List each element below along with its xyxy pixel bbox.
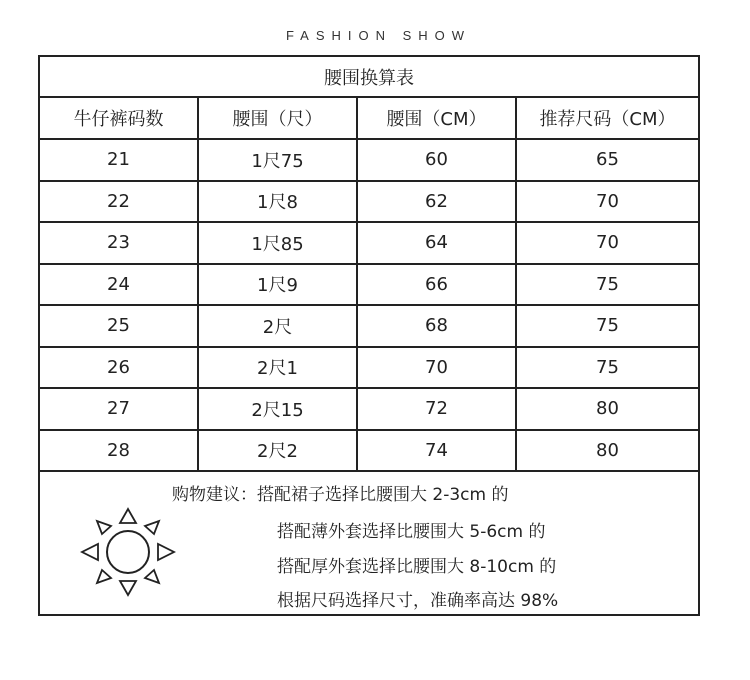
cell-recommended: 75 bbox=[516, 305, 699, 347]
cell-waist-chi: 2尺2 bbox=[198, 430, 357, 472]
waist-conversion-table bbox=[38, 55, 698, 616]
cell-jeans-size: 28 bbox=[39, 430, 198, 472]
table-row bbox=[39, 430, 699, 472]
table-row bbox=[39, 181, 699, 223]
cell-waist-cm: 62 bbox=[357, 181, 516, 223]
cell-jeans-size: 21 bbox=[39, 139, 198, 181]
cell-jeans-size: 24 bbox=[39, 264, 198, 306]
cell-waist-chi: 2尺 bbox=[198, 305, 357, 347]
cell-jeans-size: 25 bbox=[39, 305, 198, 347]
cell-jeans-size: 26 bbox=[39, 347, 198, 389]
table-row bbox=[39, 139, 699, 181]
table-row bbox=[39, 347, 699, 389]
tip-line-skirt: 购物建议：搭配裙子选择比腰围大 2-3cm 的 bbox=[172, 485, 509, 505]
table-row bbox=[39, 388, 699, 430]
cell-waist-cm: 68 bbox=[357, 305, 516, 347]
cell-waist-cm: 72 bbox=[357, 388, 516, 430]
cell-waist-chi: 1尺75 bbox=[198, 139, 357, 181]
cell-waist-cm: 70 bbox=[357, 347, 516, 389]
cell-waist-cm: 60 bbox=[357, 139, 516, 181]
brand-title: FASHION SHOW bbox=[285, 28, 472, 43]
cell-waist-chi: 1尺85 bbox=[198, 222, 357, 264]
cell-recommended: 75 bbox=[516, 347, 699, 389]
tip-line-heavy-coat: 搭配厚外套选择比腰围大 8-10cm 的 bbox=[277, 557, 557, 577]
cell-recommended: 80 bbox=[516, 430, 699, 472]
table-row bbox=[39, 264, 699, 306]
cell-waist-chi: 2尺1 bbox=[198, 347, 357, 389]
cell-recommended: 75 bbox=[516, 264, 699, 306]
header-waist-chi: 腰围（尺） bbox=[198, 97, 357, 139]
cell-waist-cm: 74 bbox=[357, 430, 516, 472]
cell-waist-chi: 1尺9 bbox=[198, 264, 357, 306]
tip-line-light-coat: 搭配薄外套选择比腰围大 5-6cm 的 bbox=[277, 522, 546, 542]
table-row bbox=[39, 305, 699, 347]
cell-waist-chi: 1尺8 bbox=[198, 181, 357, 223]
table-title: 腰围换算表 bbox=[39, 56, 699, 97]
header-waist-cm: 腰围（CM） bbox=[357, 97, 516, 139]
table-row bbox=[39, 222, 699, 264]
cell-waist-cm: 66 bbox=[357, 264, 516, 306]
header-jeans-size: 牛仔裤码数 bbox=[39, 97, 198, 139]
sun-icon bbox=[80, 506, 176, 598]
cell-recommended: 80 bbox=[516, 388, 699, 430]
header-recommended-size: 推荐尺码（CM） bbox=[516, 97, 699, 139]
cell-jeans-size: 22 bbox=[39, 181, 198, 223]
cell-recommended: 65 bbox=[516, 139, 699, 181]
cell-waist-cm: 64 bbox=[357, 222, 516, 264]
shopping-tips bbox=[39, 471, 699, 615]
cell-jeans-size: 27 bbox=[39, 388, 198, 430]
cell-recommended: 70 bbox=[516, 181, 699, 223]
tip-line-accuracy: 根据尺码选择尺寸，准确率高达 98% bbox=[277, 591, 559, 611]
cell-jeans-size: 23 bbox=[39, 222, 198, 264]
cell-waist-chi: 2尺15 bbox=[198, 388, 357, 430]
cell-recommended: 70 bbox=[516, 222, 699, 264]
